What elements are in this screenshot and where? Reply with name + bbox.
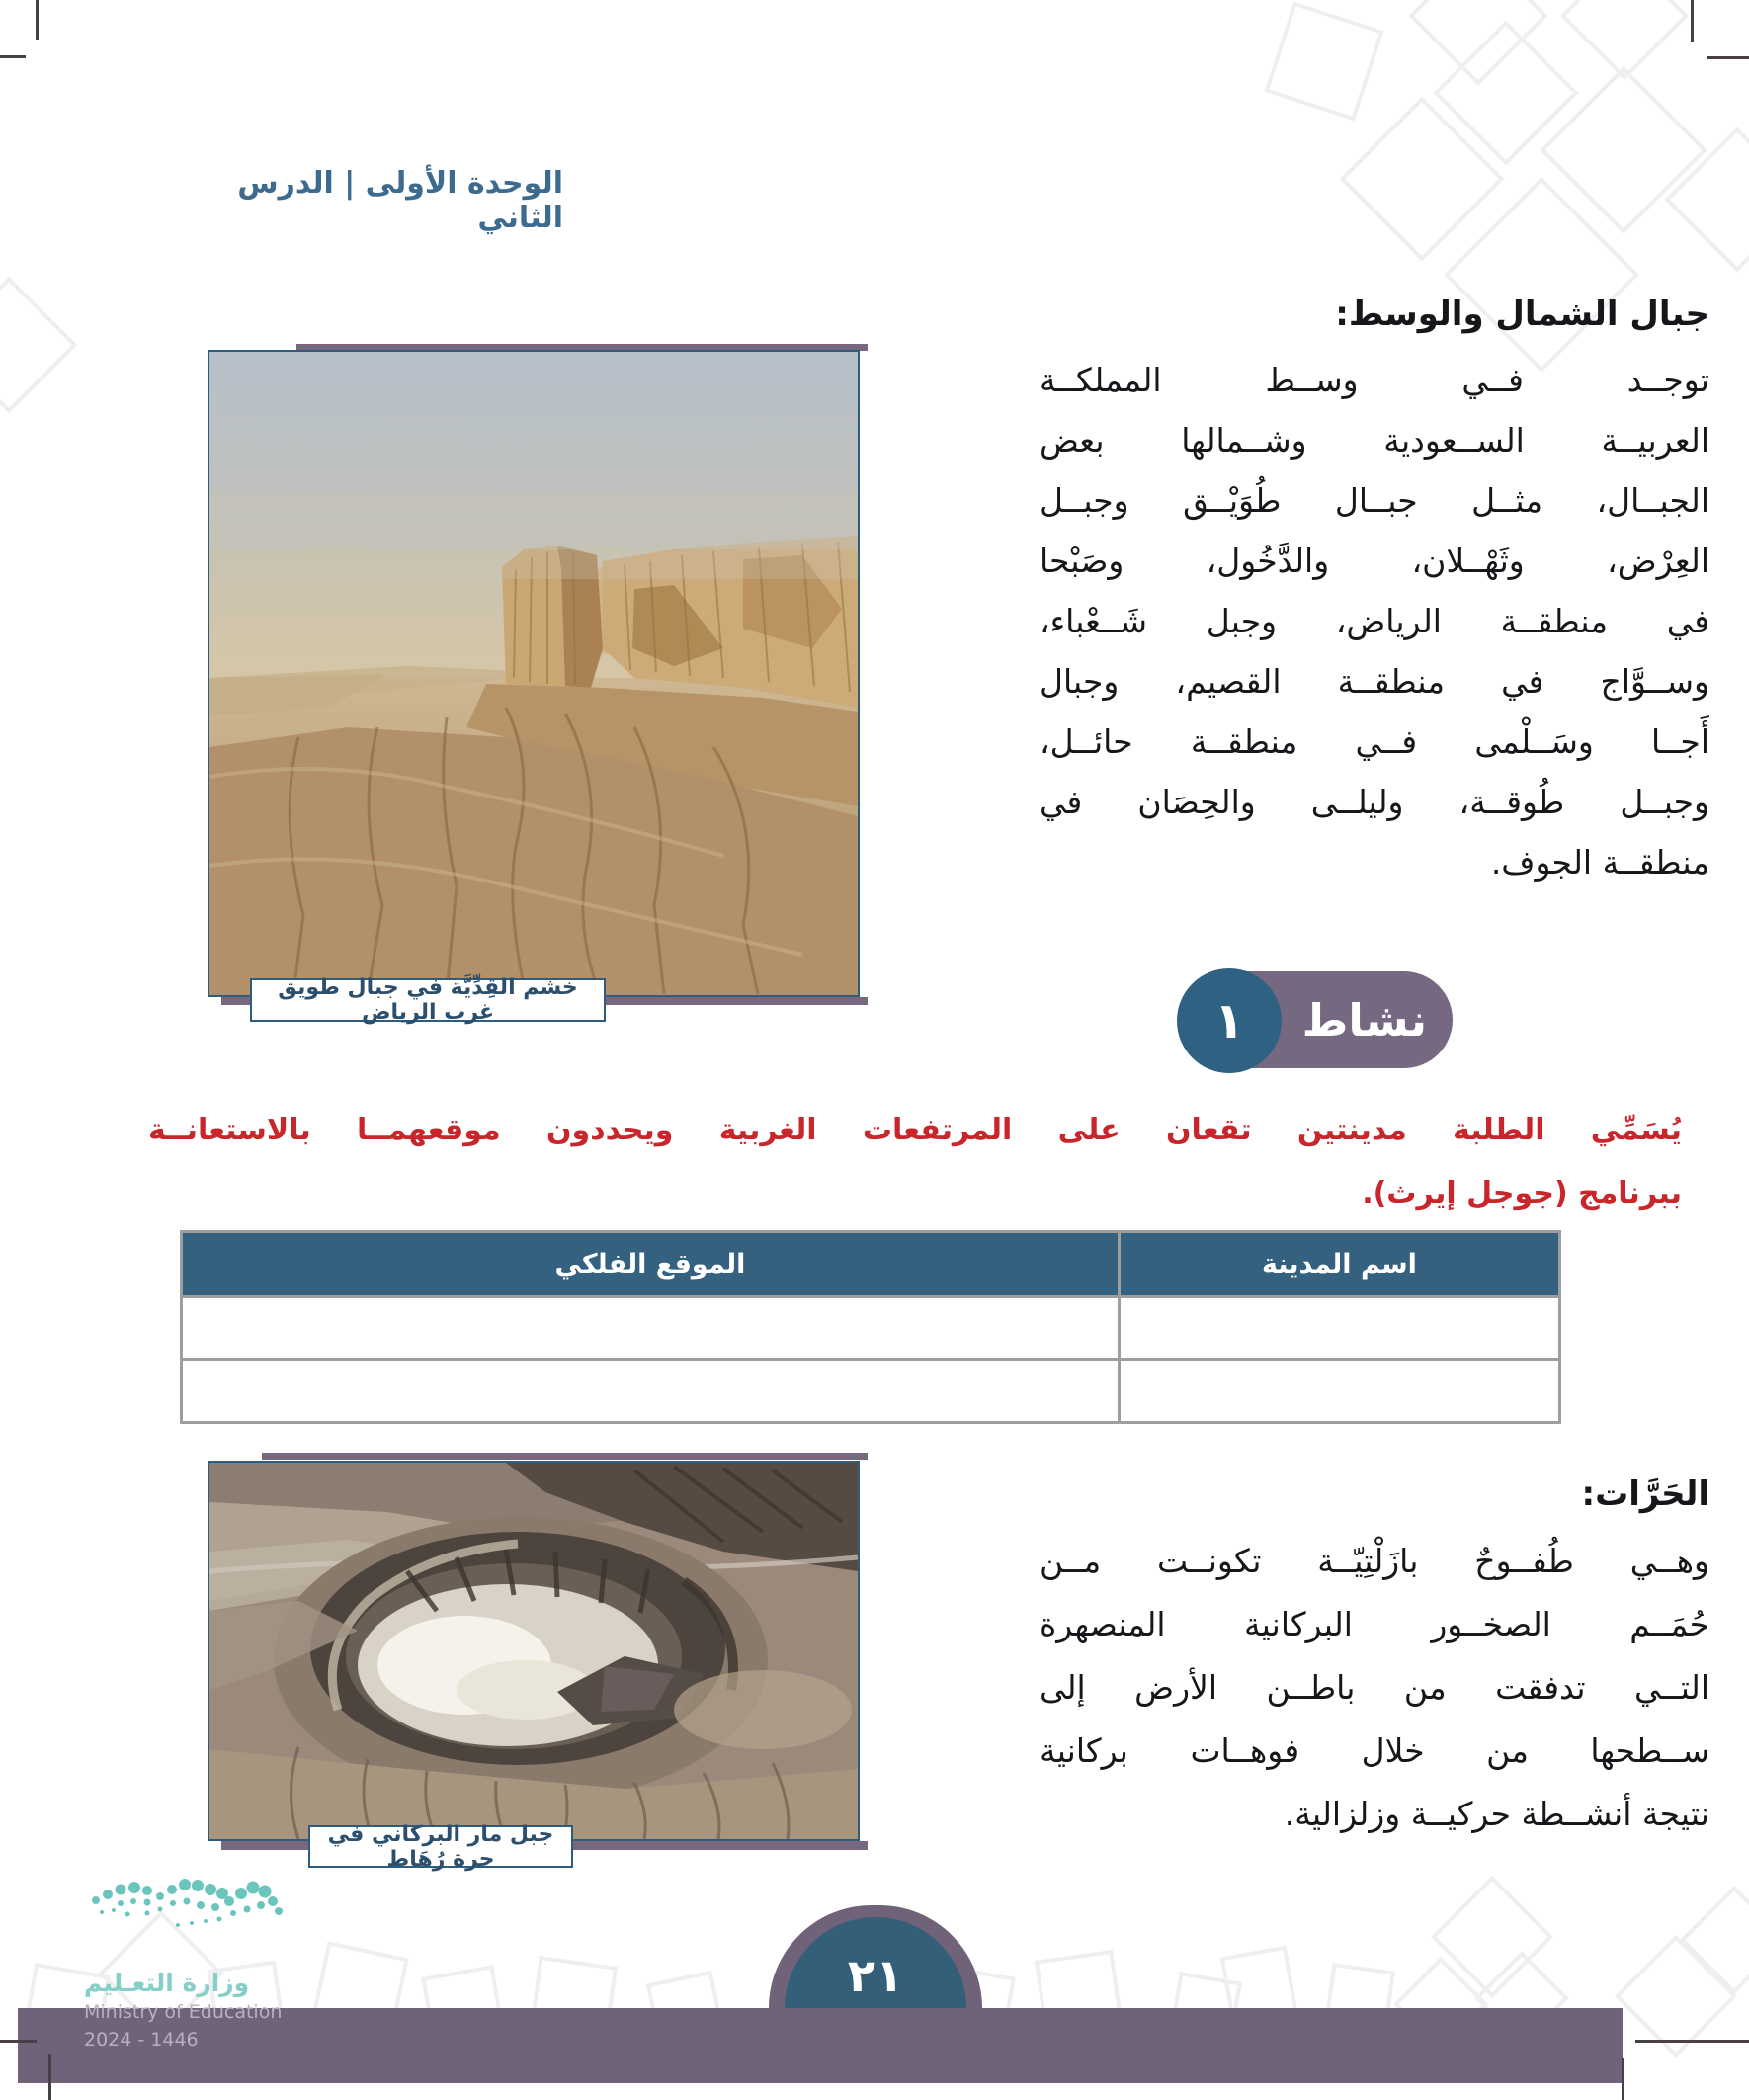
paragraph-line: وهــي طُفــوحٌ بازَلْتِيّــة تكونــت مــن	[1040, 1542, 1709, 1580]
section-harrat	[1040, 1469, 1709, 1846]
crop-mark-top-right-v	[1691, 0, 1694, 42]
instruction-line: يُسَمِّي الطلبة مدينتين تقعان على المرتفعات الغربية ويحددون موقعهمــا بالاستعانــة	[148, 1113, 1682, 1147]
crop-mark-top-left-v	[36, 0, 39, 40]
crop-mark-top-left-h	[0, 55, 26, 58]
paragraph-line: أَجــا وسَــلْمى فــي منطقــة حائــل،	[1040, 722, 1709, 761]
table-cell-location	[182, 1360, 1120, 1423]
paragraph-line: التــي تدفقت من باطــن الأرض إلى	[1040, 1668, 1709, 1707]
activity-table	[180, 1230, 1561, 1424]
paragraph-line: العربيــة الســعودية وشــمالها بعض	[1040, 421, 1709, 460]
paragraph-line: توجــد فــي وســط المملكــة	[1040, 361, 1709, 399]
paragraph-line: في منطقــة الرياض، وجبل شَــعْباء،	[1040, 602, 1709, 640]
figure-caption: جبل مار البركاني في حرة رُهَاط	[308, 1825, 573, 1868]
diamond-decoration	[1265, 2, 1384, 122]
edition-years: 2024 - 1446	[84, 2029, 199, 2051]
table-cell-location	[182, 1297, 1120, 1360]
paragraph-line: حُمَــم الصخــور البركانية المنصهرة	[1040, 1605, 1709, 1643]
table-header-location: الموقع الفلكي	[182, 1232, 1120, 1297]
activity-number-badge: ١	[1177, 968, 1282, 1073]
ministry-logo	[84, 1875, 410, 2051]
activity-label: نشاط	[1301, 993, 1427, 1047]
section-mountains	[1040, 289, 1709, 892]
crop-mark-bottom-left-v	[48, 2054, 51, 2100]
crop-mark-bottom-left-h	[0, 2040, 37, 2043]
ministry-name-english: Ministry of Education	[84, 2001, 283, 2023]
section-title: جبال الشمال والوسط:	[1335, 294, 1709, 334]
page-number: ٢١	[785, 1917, 966, 2008]
mountains-photo	[208, 350, 860, 997]
activity-instruction	[148, 1099, 1682, 1225]
figure-caption: خشم القِدِّيَّة في جبال طويق غرب الرياض	[250, 978, 606, 1022]
instruction-line: ببرنامج (جوجل إيرث).	[1362, 1176, 1682, 1211]
table-header-city: اسم المدينة	[1119, 1232, 1559, 1297]
table-cell-city	[1119, 1297, 1559, 1360]
table-cell-city	[1119, 1360, 1559, 1423]
paragraph-line: وجبــل طُوقــة، وليلــى والحِصَان في	[1040, 783, 1709, 821]
crop-mark-top-right-h	[1707, 56, 1749, 59]
page-header-breadcrumb: الوحدة الأولى | الدرس الثاني	[237, 166, 563, 235]
paragraph-line: الجبــال، مثــل جبــال طُوَيْــق وجبــل	[1040, 481, 1709, 520]
table-header-row	[182, 1232, 1560, 1297]
ministry-name-arabic: وزارة التعـليم	[84, 1969, 250, 1997]
paragraph-line: ســطحها من خلال فوهــات بركانية	[1040, 1731, 1709, 1770]
paragraph-line: منطقــة الجوف.	[1490, 843, 1709, 882]
activity-badge	[1179, 971, 1453, 1068]
crater-photo	[208, 1461, 860, 1841]
ministry-logo-dots	[84, 1875, 292, 1959]
diamond-decoration	[0, 277, 77, 414]
crop-mark-bottom-right-v	[1622, 2058, 1624, 2100]
figure-shadow-bar	[262, 1453, 868, 1460]
paragraph-line: نتيجة أنشــطة حركيــة وزلزالية.	[1284, 1795, 1709, 1833]
paragraph-line: العِرْض، وثَهْــلان، والدَّخُول، وصَبْحا	[1040, 542, 1709, 580]
crop-mark-bottom-right-h	[1635, 2040, 1749, 2043]
table-row	[182, 1297, 1560, 1360]
section-title: الحَرَّات:	[1581, 1474, 1709, 1514]
paragraph-line: وســوَّاج في منطقــة القصيم، وجبال	[1040, 662, 1709, 701]
table-row	[182, 1360, 1560, 1423]
